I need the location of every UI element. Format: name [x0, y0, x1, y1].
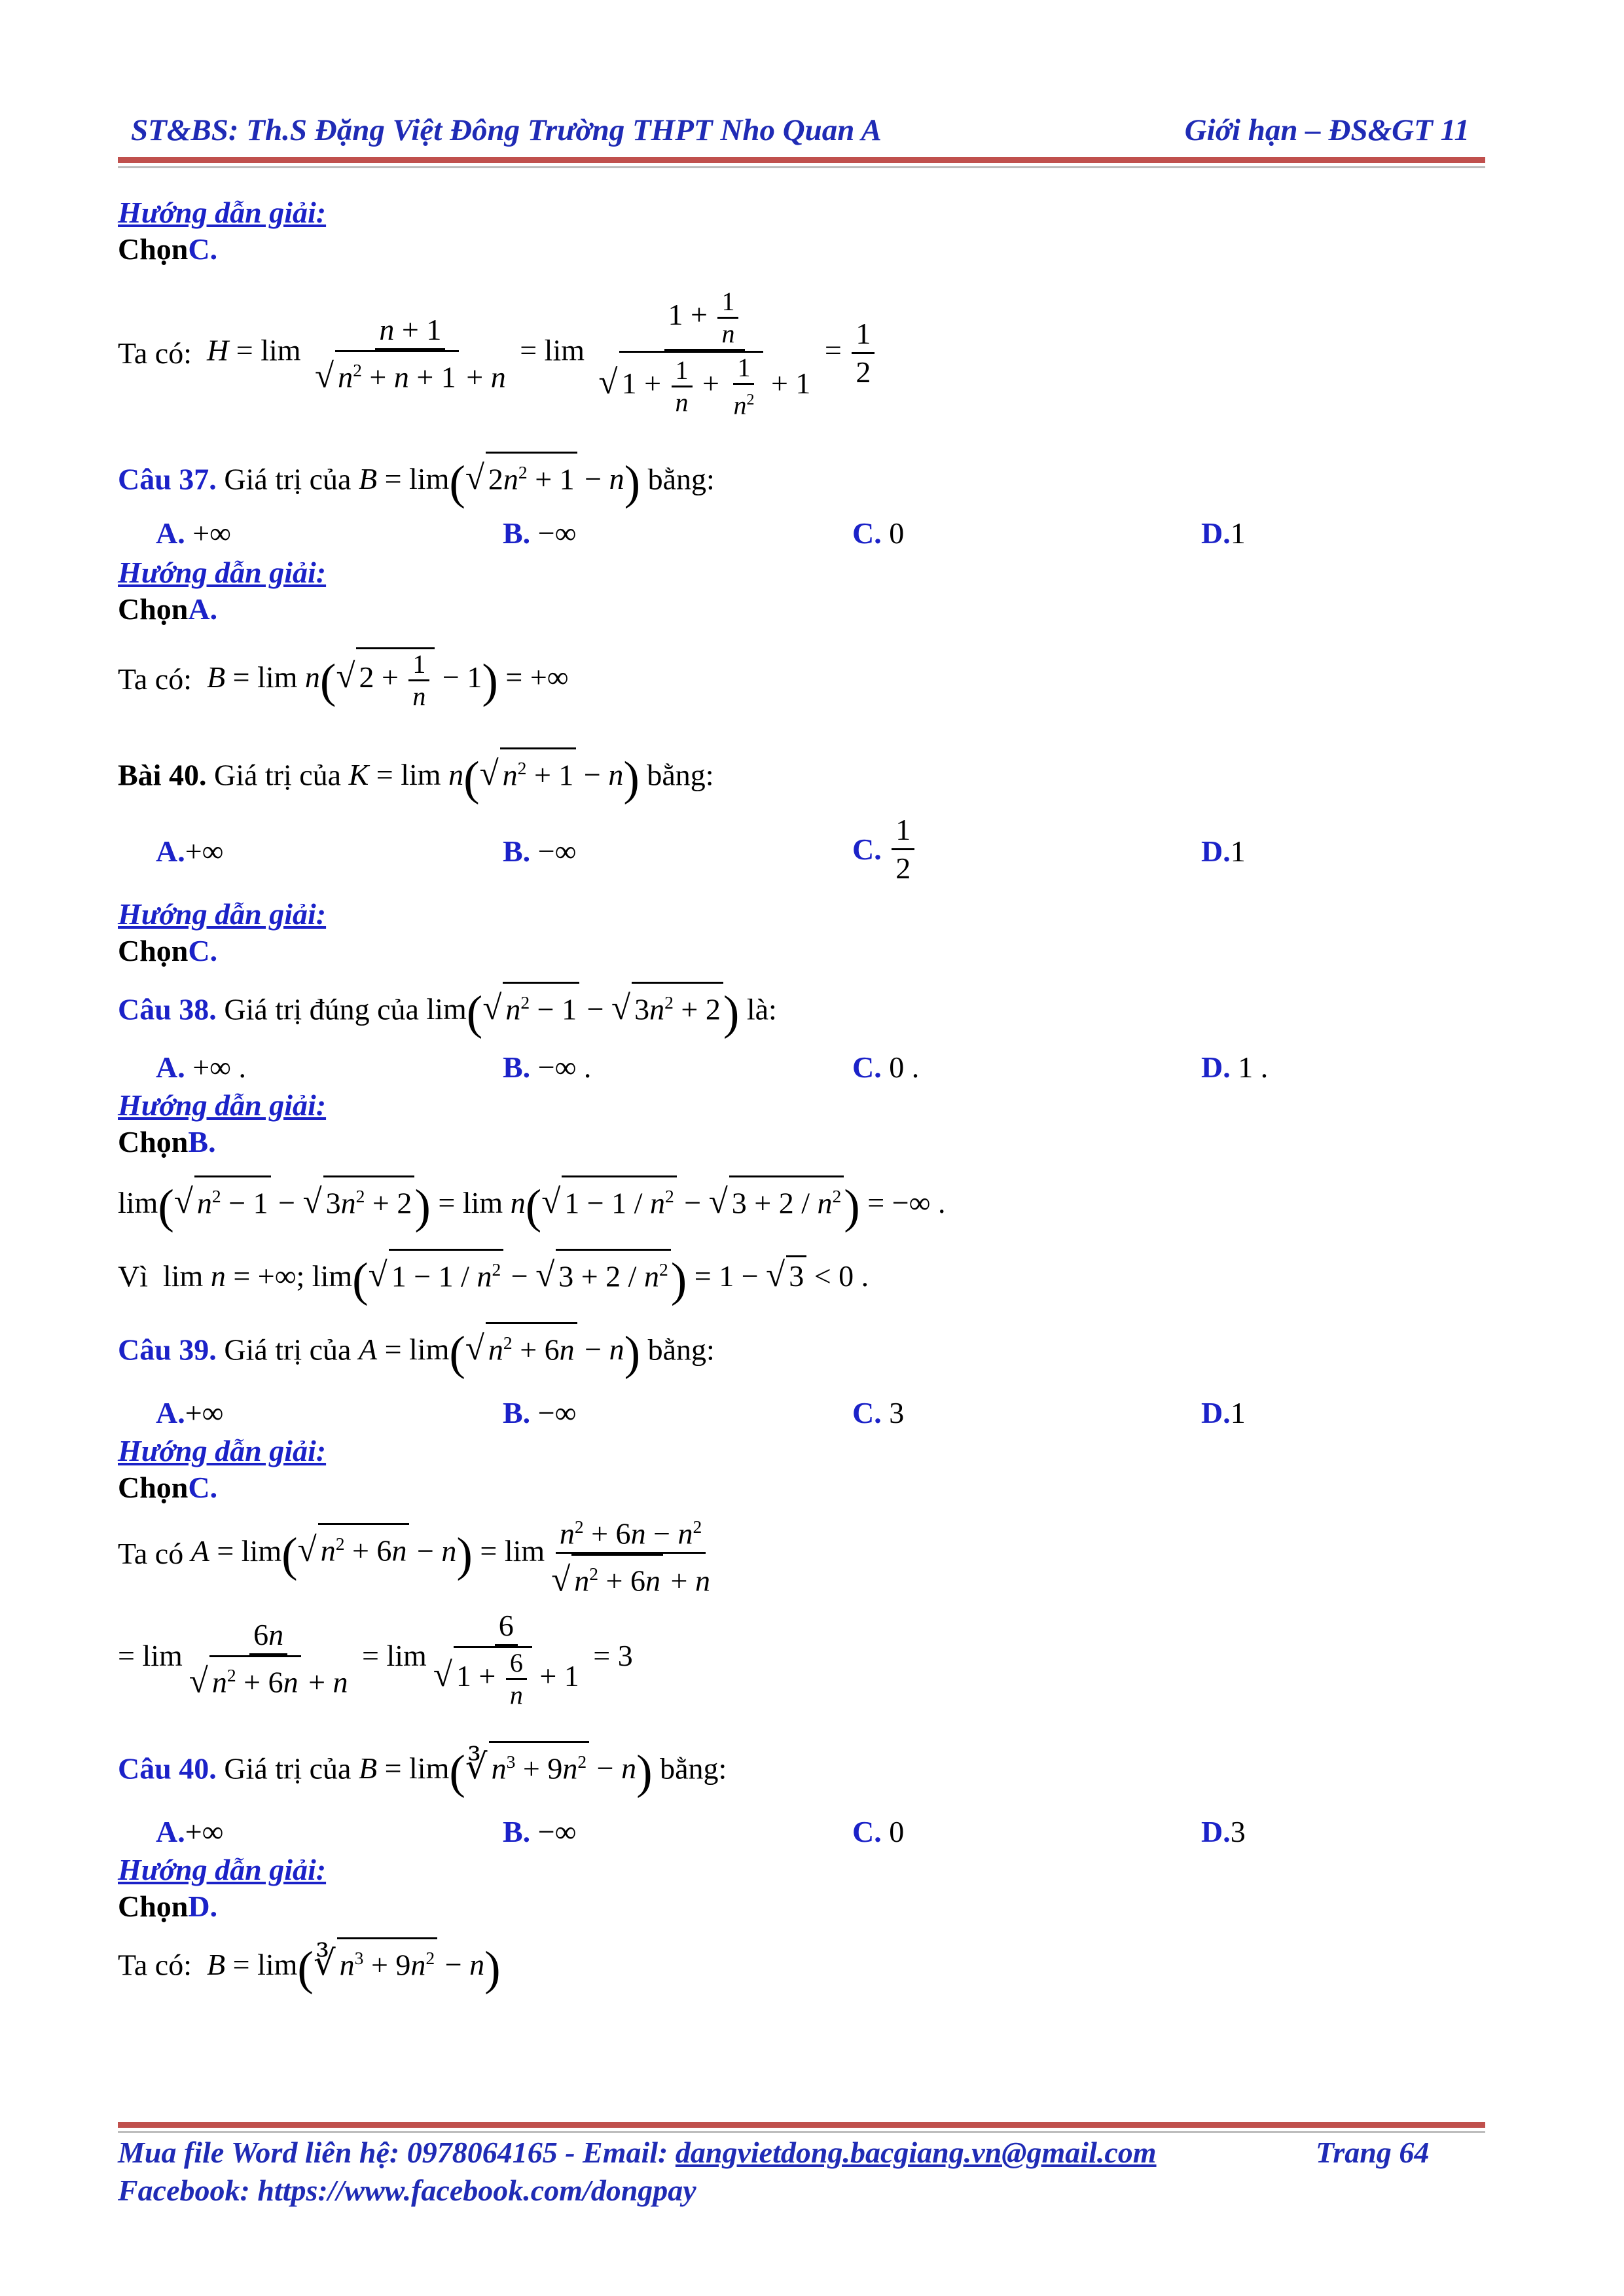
question-37 [118, 452, 715, 509]
page-header [131, 113, 1485, 152]
ta-co-label: Ta có: [118, 336, 192, 370]
guide-heading: Hướng dẫn giải: [118, 196, 327, 229]
guide-heading: Hướng dẫn giải: [118, 1434, 327, 1467]
solution-s1 [118, 268, 877, 439]
q40a-option-a: A.+∞ [156, 834, 224, 868]
footer-rule-thin [118, 2131, 1485, 2133]
answer-choice: ChọnD. [118, 1890, 218, 1923]
question-40a: Bài 40. Giá trị của K = lim n(√ $n^2 + 1 - n$) bằng: [118, 747, 714, 797]
guide-heading: Hướng dẫn giải: [118, 1088, 327, 1122]
question-39: Câu 39. Giá trị của A = lim(√ $n^2 + 6n - n$) bằng: [118, 1322, 715, 1372]
q38-option-c: C. 0 . [852, 1050, 920, 1084]
q38-option-b: B. −∞ . [503, 1050, 592, 1084]
q40a-option-c: C. 1 2 [852, 812, 917, 887]
solution-39-line2: = lim $\frac{6n}{√ n^2 + 6n + n}$ = lim 6 √ 1 + $\frac{6}{n}$ + 1 = 3 [118, 1608, 633, 1710]
header-chapter: Giới hạn – ĐS&GT 11 [1184, 113, 1470, 147]
q38-option-d: D. 1 . [1201, 1050, 1269, 1084]
q37-option-d: D.1 [1201, 516, 1246, 550]
question-37-text: Giá trị của [224, 462, 352, 496]
q40b-option-c: C. 0 [852, 1815, 905, 1848]
q37-option-a: A. +∞ [156, 516, 231, 550]
q40b-option-b: B. −∞ [503, 1815, 577, 1848]
guide-heading: Hướng dẫn giải: [118, 1853, 327, 1886]
question-40b: Câu 40. Giá trị của B = lim(∛ $n^3 + 9n^2 - n$) bằng: [118, 1741, 727, 1791]
choice-value: C. [188, 232, 218, 266]
question-37-label: Câu 37. [118, 462, 217, 496]
footer-email-link[interactable]: dangvietdong.bacgiang.vn@gmail.com [675, 2136, 1157, 2169]
q37-option-c: C. 0 [852, 516, 905, 550]
q39-option-b: B. −∞ [503, 1396, 577, 1429]
answer-choice: ChọnA. [118, 592, 218, 626]
footer-contact-text: Mua file Word liên hệ: 0978064165 - Email: [118, 2136, 676, 2169]
answer-choice: ChọnC. [118, 934, 218, 967]
q37-option-b: B. −∞ [503, 516, 577, 550]
solution-s1-formula: H = lim $\frac{n + 1}{√ n^2 + n + 1 + n}$ = lim 1 + $\frac{1}{n}$ √ 1 + $\frac{1}{n}$ + $\frac{1}{n^2}$ + 1 = $\frac{1}{2}$ [207, 287, 877, 420]
footer-rule [118, 2122, 1485, 2128]
solution-39-line1: Ta có A = lim(√ $n^2 + 6n - n) = \lim$ $\frac{n^2 + 6n - n^2}{√ n^2 + 6n + n}$ [118, 1508, 717, 1600]
q39-option-d: D.1 [1201, 1396, 1246, 1429]
answer-choice: ChọnC. [118, 1471, 218, 1504]
header-rule-thin [118, 166, 1485, 168]
question-38: Câu 38. Giá trị đúng của lim(√ $n^2 - 1$ − √ $3n^2 + 2$) là: [118, 982, 777, 1031]
question-37-expr: B = lim(√ $2n^2 + 1 - n$) [359, 462, 640, 495]
q39-option-c: C. 3 [852, 1396, 905, 1429]
q40b-option-d: D.3 [1201, 1815, 1246, 1848]
header-title: ST&BS: Th.S Đặng Việt Đông Trường THPT Nho Quan A [131, 113, 882, 147]
choose-label: Chọn [118, 232, 189, 266]
footer-contact [118, 2135, 1486, 2170]
solution-37: Ta có: B = lim n(√ 2 + $\frac{1}{n}$ − 1) = +∞ [118, 634, 569, 725]
q40a-option-d: D.1 [1201, 834, 1246, 868]
answer-choice [118, 230, 217, 268]
header-rule [118, 157, 1485, 163]
q40b-option-a: A.+∞ [156, 1815, 224, 1848]
guide-heading: Hướng dẫn giải: [118, 897, 327, 931]
footer-facebook[interactable]: Facebook: https://www.facebook.com/dongpay [118, 2174, 696, 2207]
guide-heading: Hướng dẫn giải: [118, 556, 327, 589]
answer-choice: ChọnB. [118, 1125, 216, 1158]
solution-38-line2: Vì lim n = +∞; lim(√ $1 - 1 / n^2$ − √ $3 + 2 / n^2) = 1$ − √ 3 < 0 . [118, 1249, 869, 1299]
solution-38-line1: lim(√ $n^2 - 1$ − √ $3n^2 + 2) = \lim n(√$ $1 - 1 / n^2$ − √ $3 + 2 / n^2$) = −∞ . [118, 1175, 945, 1225]
solution-40b: Ta có: B = lim(∛ $n^3 + 9n^2 - n$) [118, 1937, 501, 1987]
page-number: Trang 64 [1316, 2136, 1430, 2169]
question-37-suffix: bằng: [647, 462, 715, 496]
q40a-option-b: B. −∞ [503, 834, 577, 868]
q38-option-a: A. +∞ . [156, 1050, 246, 1084]
q39-option-a: A.+∞ [156, 1396, 224, 1429]
